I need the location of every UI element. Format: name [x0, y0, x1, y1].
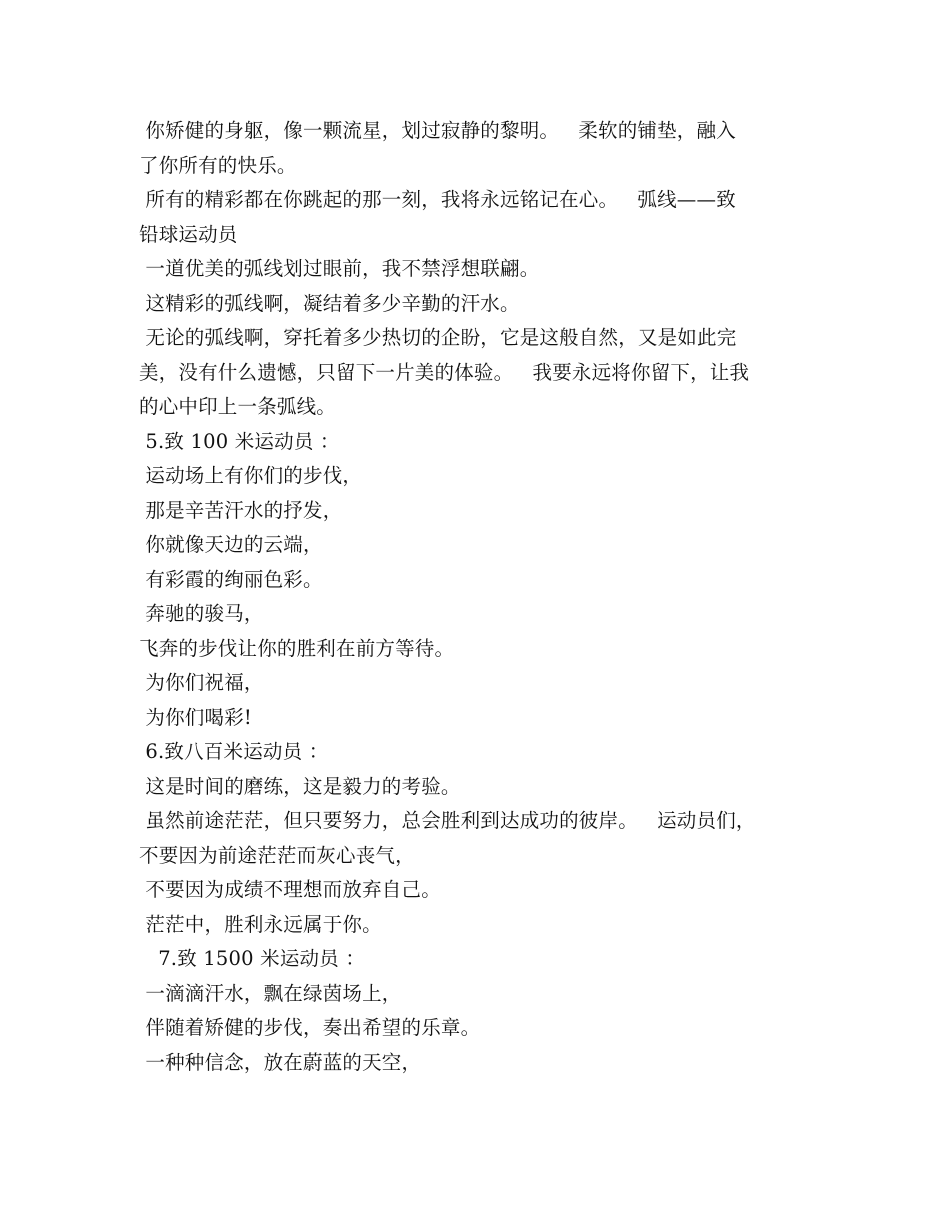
- text-line: 虽然前途茫茫，但只要努力，总会胜利到达成功的彼岸。 运动员们，: [139, 809, 756, 832]
- text-line: 美，没有什么遗憾，只留下一片美的体验。 我要永远将你留下，让我: [139, 360, 750, 384]
- text-line: 的心中印上一条弧线。: [139, 395, 337, 418]
- text-line: 为你们祝福，: [139, 671, 264, 694]
- text-line: 一种种信念，放在蔚蓝的天空，: [139, 1050, 422, 1074]
- document-body: [139, 114, 829, 1080]
- text-line: 有彩霞的绚丽色彩。: [139, 567, 323, 591]
- text-line: 为你们喝彩!: [139, 705, 252, 729]
- section-heading: 6.致八百米运动员 ：: [139, 740, 329, 763]
- section-heading: 5.致 100 米运动员 ：: [139, 429, 340, 453]
- text-line: 你就像天边的云端，: [139, 533, 323, 556]
- text-line: 了你所有的快乐。: [139, 153, 297, 177]
- text-line: 运动场上有你们的步伐，: [139, 464, 363, 487]
- text-line: 无论的弧线啊，穿托着多少热切的企盼，它是这般自然，又是如此完: [139, 326, 737, 349]
- text-line: 所有的精彩都在你跳起的那一刻，我将永远铭记在心。 弧线——致: [139, 188, 736, 211]
- text-line: 这精彩的弧线啊，凝结着多少辛勤的汗水。: [139, 291, 520, 315]
- text-line: 铅球运动员: [139, 222, 238, 246]
- text-line: 茫茫中，胜利永远属于你。: [139, 912, 382, 936]
- text-line: 那是辛苦汗水的抒发，: [139, 498, 343, 522]
- text-line: 奔驰的骏马，: [139, 602, 264, 625]
- text-line: 不要因为成绩不理想而放弃自己。: [139, 878, 441, 901]
- text-line: 一道优美的弧线划过眼前，我不禁浮想联翩。: [139, 257, 540, 280]
- section-heading: 7.致 1500 米运动员 ：: [139, 947, 366, 970]
- text-line: 这是时间的磨练，这是毅力的考验。: [139, 774, 461, 798]
- text-line: 飞奔的步伐让你的胜利在前方等待。: [139, 636, 455, 660]
- text-line: 伴随着矫健的步伐，奏出希望的乐章。: [139, 1016, 481, 1039]
- text-line: 一滴滴汗水，飘在绿茵场上，: [139, 981, 402, 1005]
- text-line: 你矫健的身躯，像一颗流星，划过寂静的黎明。 柔软的铺垫，融入: [139, 119, 736, 142]
- text-line: 不要因为前途茫茫而灰心丧气，: [139, 843, 415, 867]
